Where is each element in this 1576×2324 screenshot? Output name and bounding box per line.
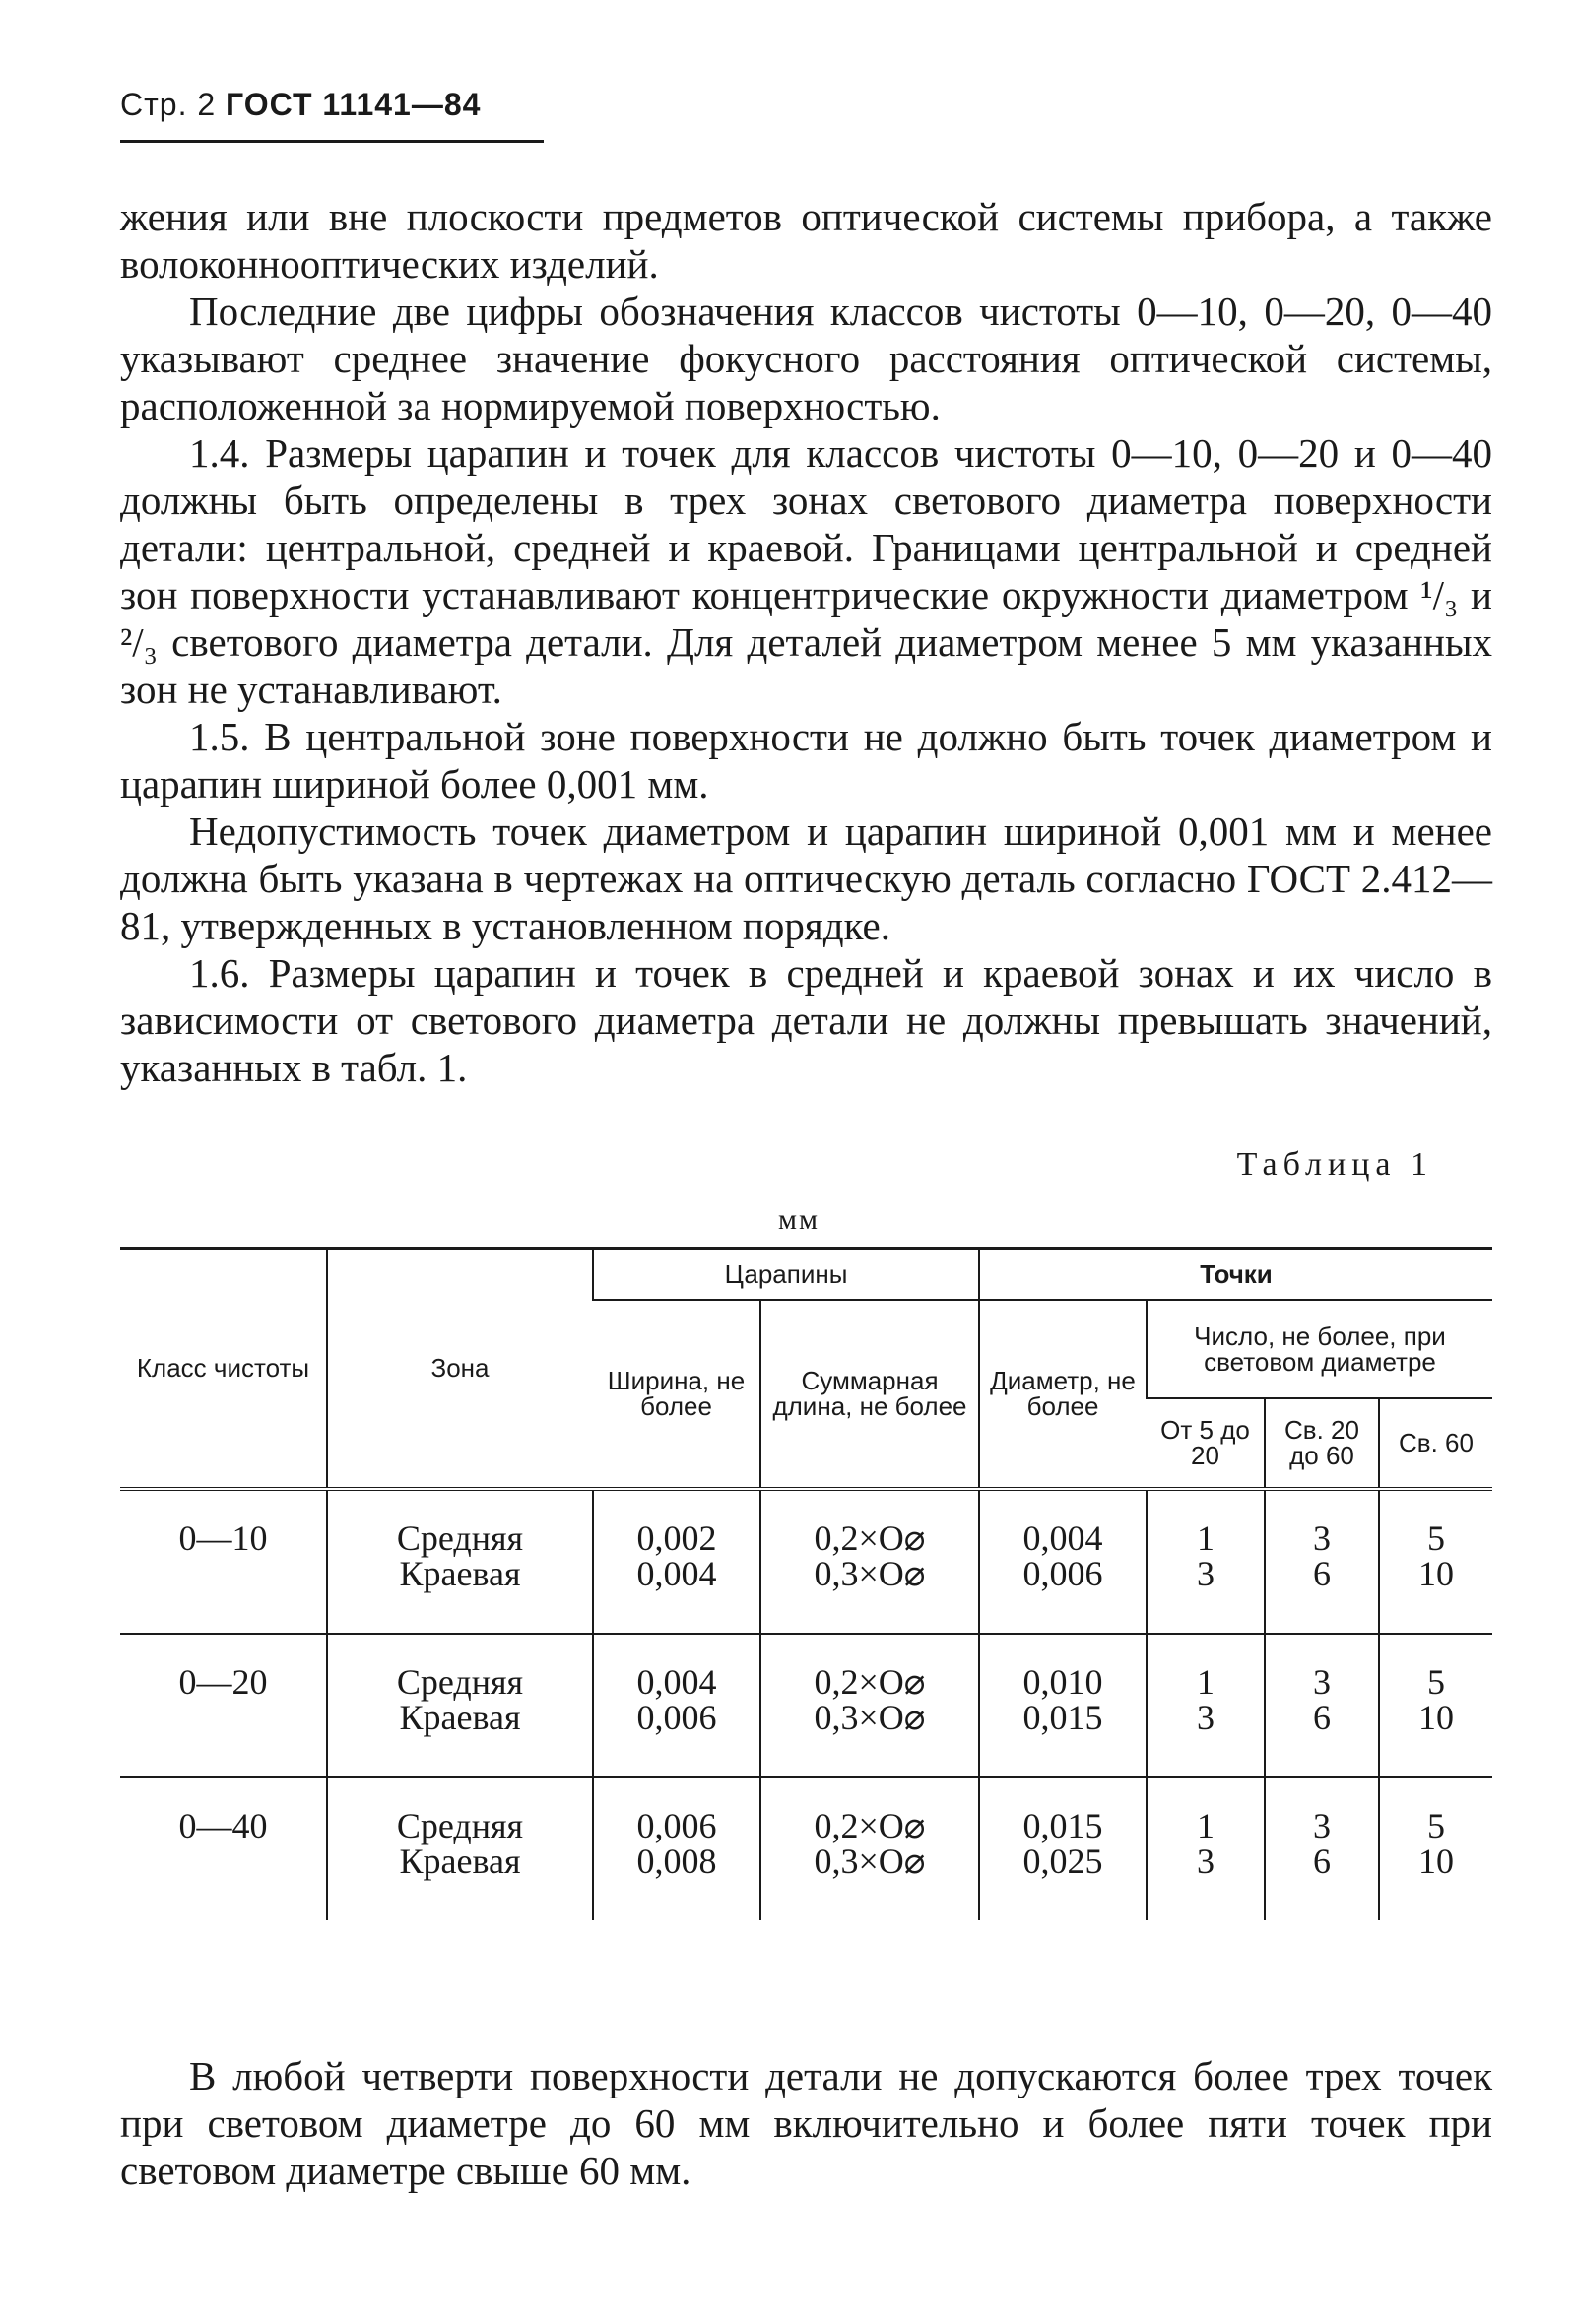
- count-value: 3: [1313, 1661, 1331, 1702]
- count-value: 3: [1197, 1553, 1215, 1593]
- header-over20to60: Св. 20 до 60: [1265, 1398, 1379, 1489]
- zone-cell: [327, 1777, 593, 1920]
- table-row: [120, 1634, 1492, 1777]
- width-cell: [593, 1777, 760, 1920]
- width-value: 0,008: [636, 1840, 717, 1881]
- count-value: 3: [1313, 1517, 1331, 1558]
- length-value: 0,2×O⌀: [814, 1517, 926, 1558]
- header-class: Класс чистоты: [120, 1249, 327, 1489]
- class-cell: 0—20: [178, 1661, 268, 1702]
- count-value: 10: [1418, 1553, 1454, 1593]
- count-value: 6: [1313, 1697, 1331, 1737]
- count-cell: [1265, 1777, 1379, 1920]
- zone-value: Средняя: [396, 1661, 524, 1702]
- diameter-value: 0,006: [1022, 1553, 1103, 1593]
- table-caption: Таблица 1: [1236, 1146, 1433, 1183]
- zone-value: Краевая: [399, 1697, 521, 1737]
- paragraph: жения или вне плоскости предметов оптической системы прибора, а также волоконнооптических изделий.: [120, 194, 1492, 287]
- paragraph: Последние две цифры обозначения классов чистоты 0—10, 0—20, 0—40 указывают среднее значение фокусного расстояния оптической системы, расположенной за нормируемой поверхностью.: [120, 289, 1492, 428]
- width-value: 0,004: [636, 1661, 717, 1702]
- count-value: 3: [1197, 1697, 1215, 1737]
- header-total-length: Суммарная длина, не более: [760, 1300, 979, 1489]
- length-value: 0,3×O⌀: [814, 1553, 926, 1593]
- count-value: 5: [1427, 1661, 1445, 1702]
- zone-cell: [327, 1634, 593, 1777]
- width-value: 0,006: [636, 1697, 717, 1737]
- header-rule: [120, 140, 544, 143]
- header-count: Число, не более, при световом диаметре: [1147, 1300, 1492, 1398]
- width-value: 0,004: [636, 1553, 717, 1593]
- diameter-value: 0,004: [1022, 1517, 1103, 1558]
- table-row: [120, 1777, 1492, 1920]
- zone-value: Краевая: [399, 1553, 521, 1593]
- width-value: 0,002: [636, 1517, 717, 1558]
- count-cell: [1379, 1634, 1492, 1777]
- length-value: 0,3×O⌀: [814, 1840, 926, 1881]
- count-cell: [1147, 1634, 1265, 1777]
- paragraph: 1.6. Размеры царапин и точек в средней и краевой зонах и их число в зависимости от светового диаметра детали не должны превышать значений, указанных в табл. 1.: [120, 950, 1492, 1090]
- diameter-value: 0,015: [1022, 1697, 1103, 1737]
- count-cell: [1379, 1489, 1492, 1634]
- count-value: 3: [1197, 1840, 1215, 1881]
- paragraph: 1.4. Размеры царапин и точек для классов чистоты 0—10, 0—20 и 0—40 должны быть определены в трех зонах светового диаметра поверхности детали: центральной, средней и краевой. Границами центральной и средней зон поверхности устанавливают концентрические окружности диаметром ¹/₃ и ²/₃ светового диаметра детали. Для деталей диаметром менее 5 мм указанных зон не устанавливают.: [120, 430, 1492, 712]
- count-cell: [1265, 1489, 1379, 1634]
- zone-value: Средняя: [396, 1805, 524, 1845]
- class-cell: 0—40: [178, 1805, 268, 1845]
- length-value: 0,2×O⌀: [814, 1661, 926, 1702]
- count-cell: [1147, 1777, 1265, 1920]
- table-row: [120, 1489, 1492, 1634]
- count-value: 10: [1418, 1697, 1454, 1737]
- table-unit: мм: [778, 1203, 820, 1236]
- diameter-cell: [979, 1489, 1147, 1634]
- length-cell: [760, 1777, 979, 1920]
- count-value: 10: [1418, 1840, 1454, 1881]
- header-zone: Зона: [327, 1249, 593, 1489]
- paragraph: Недопустимость точек диаметром и царапин шириной 0,001 мм и менее должна быть указана в чертежах на оптическую деталь согласно ГОСТ 2.412—81, утвержденных в установленном порядке.: [120, 808, 1492, 948]
- length-cell: [760, 1489, 979, 1634]
- diameter-value: 0,010: [1022, 1661, 1103, 1702]
- class-cell: 0—10: [178, 1517, 268, 1558]
- body-text-top: [120, 193, 1492, 1091]
- diameter-value: 0,015: [1022, 1805, 1103, 1845]
- document-id: ГОСТ 11141—84: [226, 87, 482, 122]
- width-value: 0,006: [636, 1805, 717, 1845]
- zone-cell: [327, 1489, 593, 1634]
- length-cell: [760, 1634, 979, 1777]
- header-diameter: Диаметр, не более: [979, 1300, 1147, 1489]
- length-value: 0,2×O⌀: [814, 1805, 926, 1845]
- header-from5to20: От 5 до 20: [1147, 1398, 1265, 1489]
- page-number: Стр. 2: [120, 87, 217, 122]
- count-value: 1: [1197, 1661, 1215, 1702]
- count-value: 6: [1313, 1840, 1331, 1881]
- count-value: 1: [1197, 1517, 1215, 1558]
- count-value: 1: [1197, 1805, 1215, 1845]
- count-cell: [1265, 1634, 1379, 1777]
- body-text-bottom: [120, 2052, 1492, 2194]
- paragraph: 1.5. В центральной зоне поверхности не должно быть точек диаметром и царапин шириной более 0,001 мм.: [120, 714, 1492, 807]
- paragraph: В любой четверти поверхности детали не допускаются более трех точек при световом диаметре до 60 мм включительно и более пяти точек при световом диаметре свыше 60 мм.: [120, 2053, 1492, 2193]
- count-value: 3: [1313, 1805, 1331, 1845]
- count-cell: [1147, 1489, 1265, 1634]
- header-width: Ширина, не более: [593, 1300, 760, 1489]
- width-cell: [593, 1634, 760, 1777]
- count-value: 6: [1313, 1553, 1331, 1593]
- diameter-value: 0,025: [1022, 1840, 1103, 1881]
- tolerance-table: [120, 1247, 1492, 1920]
- header-points: Точки: [979, 1249, 1492, 1300]
- zone-value: Средняя: [396, 1517, 524, 1558]
- header-over60: Св. 60: [1379, 1398, 1492, 1489]
- count-value: 5: [1427, 1517, 1445, 1558]
- diameter-cell: [979, 1777, 1147, 1920]
- width-cell: [593, 1489, 760, 1634]
- count-value: 5: [1427, 1805, 1445, 1845]
- count-cell: [1379, 1777, 1492, 1920]
- zone-value: Краевая: [399, 1840, 521, 1881]
- length-value: 0,3×O⌀: [814, 1697, 926, 1737]
- page-header: [120, 87, 481, 123]
- diameter-cell: [979, 1634, 1147, 1777]
- header-scratches: Царапины: [593, 1249, 979, 1300]
